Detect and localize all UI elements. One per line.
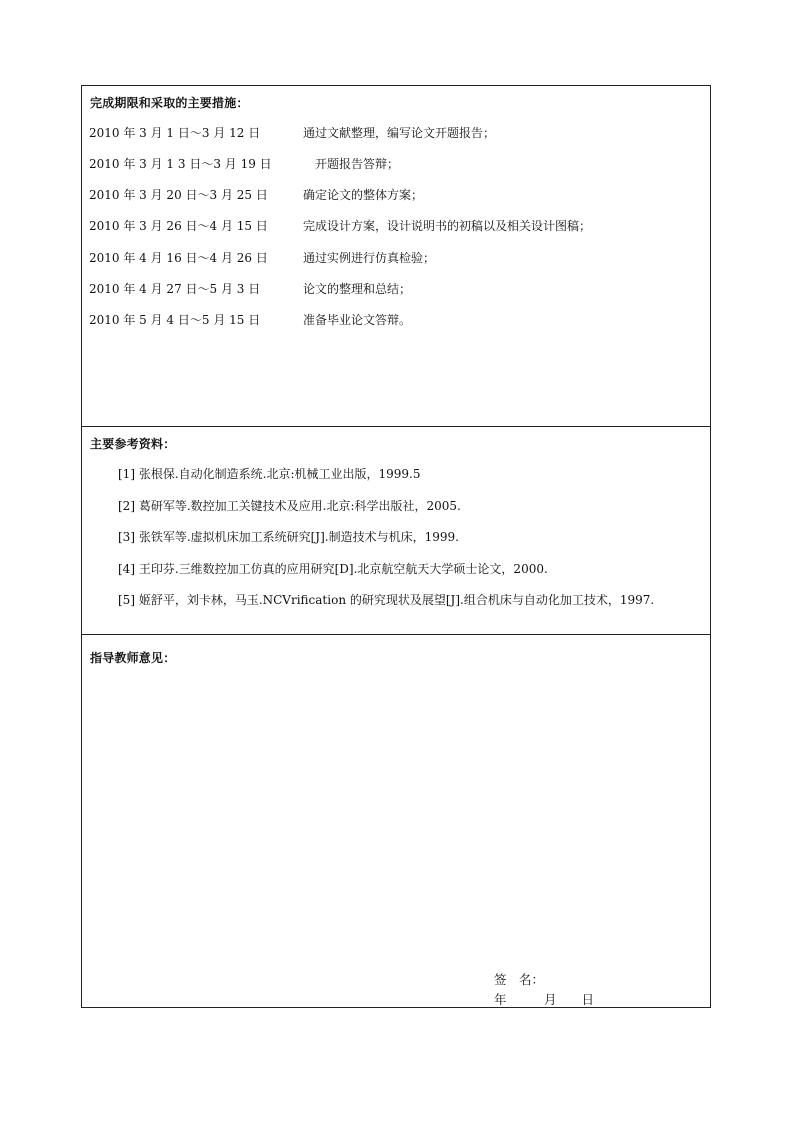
schedule-date: 2010 年 4 月 16 日～4 月 26 日 — [89, 251, 268, 265]
advisor-opinion-section — [82, 635, 710, 1007]
schedule-section — [82, 86, 710, 427]
schedule-heading: 完成期限和采取的主要措施： — [90, 96, 249, 110]
references-section — [82, 427, 710, 635]
schedule-task: 确定论文的整体方案； — [303, 188, 424, 202]
schedule-task: 通过实例进行仿真检验； — [303, 251, 436, 265]
schedule-date: 2010 年 3 月 26 日～4 月 15 日 — [89, 219, 268, 233]
schedule-task: 论文的整理和总结； — [303, 282, 412, 296]
reference-item: [1] 张根保.自动化制造系统.北京:机械工业出版，1999.5 — [118, 467, 421, 481]
schedule-task: 通过文献整理，编写论文开题报告； — [303, 126, 496, 140]
advisor-opinion-heading: 指导教师意见： — [90, 651, 176, 665]
proposal-form-table — [81, 85, 711, 1008]
schedule-date: 2010 年 3 月 1 3 日～3 月 19 日 — [89, 157, 272, 171]
references-heading: 主要参考资料： — [90, 437, 176, 451]
reference-item: [3] 张铁军等.虚拟机床加工系统研究[J].制造技术与机床，1999. — [118, 530, 459, 544]
schedule-task: 完成设计方案，设计说明书的初稿以及相关设计图稿； — [303, 219, 592, 233]
schedule-date: 2010 年 3 月 1 日～3 月 12 日 — [89, 126, 261, 140]
signature-date: 年 月 日 — [494, 992, 595, 1007]
schedule-task: 准备毕业论文答辩。 — [303, 313, 412, 327]
schedule-date: 2010 年 4 月 27 日～5 月 3 日 — [89, 282, 261, 296]
signature-label: 签 名： — [494, 972, 545, 987]
reference-item: [5] 姬舒平，刘卡林，马玉.NCVrification 的研究现状及展望[J].组合机床与自动化加工技术，1997. — [118, 593, 655, 607]
schedule-task: 开题报告答辩； — [315, 157, 400, 171]
schedule-date: 2010 年 5 月 4 日～5 月 15 日 — [89, 313, 261, 327]
reference-item: [4] 王印芬.三维数控加工仿真的应用研究[D].北京航空航天大学硕士论文，2000. — [118, 562, 548, 576]
schedule-date: 2010 年 3 月 20 日～3 月 25 日 — [89, 188, 268, 202]
reference-item: [2] 葛研军等.数控加工关键技术及应用.北京:科学出版社，2005. — [118, 499, 461, 513]
